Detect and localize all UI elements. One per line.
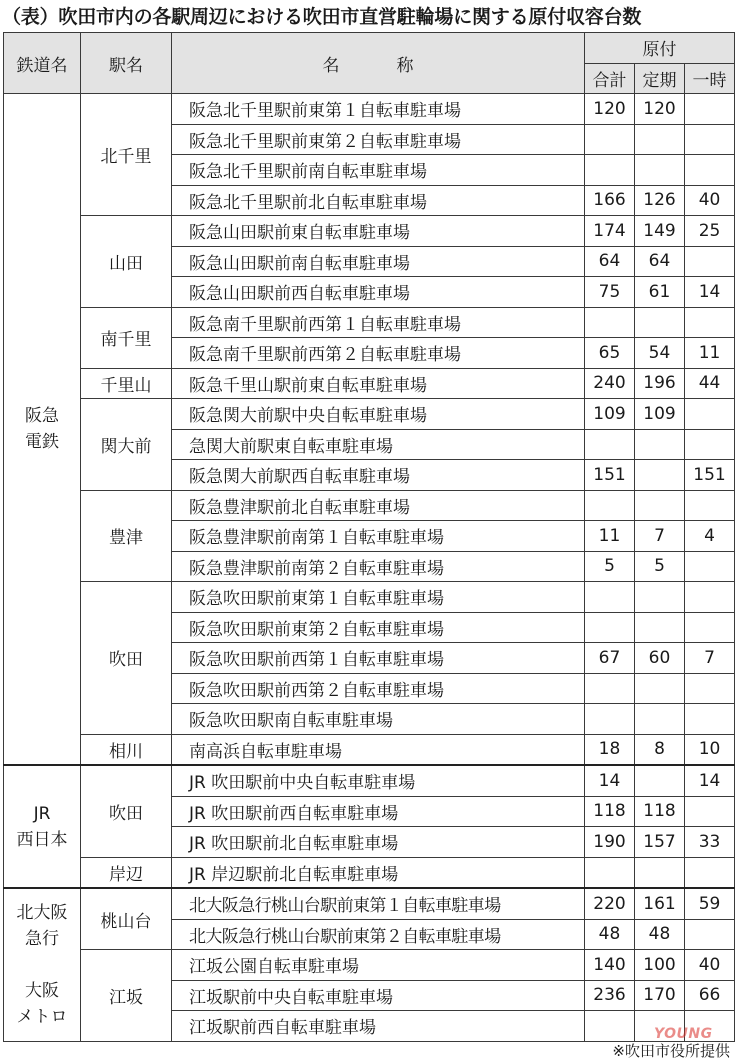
table-row bbox=[4, 582, 735, 613]
railway-cell: 阪急 電鉄 bbox=[4, 94, 81, 766]
regular-value: 126 bbox=[635, 185, 685, 216]
regular-value: 170 bbox=[635, 980, 685, 1011]
facility-name: 北大阪急行桃山台駅前東第２自転車駐車場 bbox=[172, 919, 585, 950]
total-value bbox=[585, 612, 635, 643]
temporary-value bbox=[685, 307, 735, 338]
facility-name: 阪急山田駅前南自転車駐車場 bbox=[172, 246, 585, 277]
regular-value: 120 bbox=[635, 94, 685, 125]
total-value: 18 bbox=[585, 734, 635, 765]
facility-name: JR 岸辺駅前北自転車駐車場 bbox=[172, 857, 585, 888]
facility-name: 阪急南千里駅前西第１自転車駐車場 bbox=[172, 307, 585, 338]
temporary-value bbox=[685, 704, 735, 735]
total-value: 140 bbox=[585, 950, 635, 981]
total-value bbox=[585, 124, 635, 155]
watermark: YOUNG bbox=[654, 1026, 713, 1042]
temporary-value bbox=[685, 582, 735, 613]
temporary-value bbox=[685, 551, 735, 582]
total-value: 48 bbox=[585, 919, 635, 950]
station-cell: 関大前 bbox=[81, 399, 172, 491]
temporary-value bbox=[685, 612, 735, 643]
temporary-value: 14 bbox=[685, 765, 735, 796]
station-cell: 北千里 bbox=[81, 94, 172, 216]
temporary-value: 4 bbox=[685, 521, 735, 552]
temporary-value bbox=[685, 246, 735, 277]
temporary-value bbox=[685, 429, 735, 460]
facility-name: 阪急北千里駅前東第１自転車駐車場 bbox=[172, 94, 585, 125]
facility-name: 阪急豊津駅前南第１自転車駐車場 bbox=[172, 521, 585, 552]
facility-name: 阪急吹田駅前西第１自転車駐車場 bbox=[172, 643, 585, 674]
regular-value bbox=[635, 704, 685, 735]
station-cell: 桃山台 bbox=[81, 888, 172, 950]
table-row bbox=[4, 734, 735, 765]
facility-name: JR 吹田駅前西自転車駐車場 bbox=[172, 796, 585, 827]
station-cell: 南千里 bbox=[81, 307, 172, 368]
total-value: 75 bbox=[585, 277, 635, 308]
temporary-value: 40 bbox=[685, 950, 735, 981]
total-value: 11 bbox=[585, 521, 635, 552]
station-cell: 山田 bbox=[81, 216, 172, 308]
total-value bbox=[585, 673, 635, 704]
table-row bbox=[4, 216, 735, 247]
station-cell: 相川 bbox=[81, 734, 172, 765]
regular-value: 196 bbox=[635, 368, 685, 399]
regular-value bbox=[635, 307, 685, 338]
facility-name: 阪急北千里駅前北自転車駐車場 bbox=[172, 185, 585, 216]
regular-value bbox=[635, 857, 685, 888]
total-value: 67 bbox=[585, 643, 635, 674]
total-value: 120 bbox=[585, 94, 635, 125]
regular-value: 5 bbox=[635, 551, 685, 582]
total-value: 5 bbox=[585, 551, 635, 582]
temporary-value: 59 bbox=[685, 888, 735, 919]
total-value bbox=[585, 155, 635, 186]
facility-name: 阪急千里山駅前東自転車駐車場 bbox=[172, 368, 585, 399]
facility-name: JR 吹田駅前中央自転車駐車場 bbox=[172, 765, 585, 796]
temporary-value bbox=[685, 155, 735, 186]
regular-value: 149 bbox=[635, 216, 685, 247]
regular-value: 118 bbox=[635, 796, 685, 827]
temporary-value bbox=[685, 124, 735, 155]
total-value: 118 bbox=[585, 796, 635, 827]
facility-name: 阪急北千里駅前東第２自転車駐車場 bbox=[172, 124, 585, 155]
total-value: 151 bbox=[585, 460, 635, 491]
regular-value: 60 bbox=[635, 643, 685, 674]
total-value: 14 bbox=[585, 765, 635, 796]
regular-value bbox=[635, 765, 685, 796]
total-value: 190 bbox=[585, 827, 635, 858]
regular-value: 109 bbox=[635, 399, 685, 430]
moped-capacity-table bbox=[3, 32, 735, 1042]
header-railway: 鉄道名 bbox=[4, 33, 81, 94]
facility-name: 急関大前駅東自転車駐車場 bbox=[172, 429, 585, 460]
facility-name: 阪急北千里駅前南自転車駐車場 bbox=[172, 155, 585, 186]
facility-name: 阪急山田駅前西自転車駐車場 bbox=[172, 277, 585, 308]
temporary-value bbox=[685, 673, 735, 704]
facility-name: 阪急山田駅前東自転車駐車場 bbox=[172, 216, 585, 247]
temporary-value bbox=[685, 490, 735, 521]
regular-value: 161 bbox=[635, 888, 685, 919]
facility-name: 阪急吹田駅南自転車駐車場 bbox=[172, 704, 585, 735]
temporary-value: 66 bbox=[685, 980, 735, 1011]
table-title: （表）吹田市内の各駅周辺における吹田市直営駐輪場に関する原付収容台数 bbox=[2, 6, 642, 28]
temporary-value: 151 bbox=[685, 460, 735, 491]
table-row bbox=[4, 307, 735, 338]
regular-value bbox=[635, 429, 685, 460]
regular-value bbox=[635, 673, 685, 704]
facility-name: 北大阪急行桃山台駅前東第１自転車駐車場 bbox=[172, 888, 585, 919]
table-row bbox=[4, 888, 735, 919]
total-value: 240 bbox=[585, 368, 635, 399]
table-row bbox=[4, 399, 735, 430]
facility-name: JR 吹田駅前北自転車駐車場 bbox=[172, 827, 585, 858]
facility-name: 阪急吹田駅前東第２自転車駐車場 bbox=[172, 612, 585, 643]
railway-cell: JR 西日本 bbox=[4, 765, 81, 888]
source-credit: ※吹田市役所提供 bbox=[612, 1042, 730, 1060]
facility-name: 阪急関大前駅西自転車駐車場 bbox=[172, 460, 585, 491]
temporary-value bbox=[685, 399, 735, 430]
facility-name: 阪急吹田駅前西第２自転車駐車場 bbox=[172, 673, 585, 704]
regular-value bbox=[635, 490, 685, 521]
temporary-value bbox=[685, 94, 735, 125]
facility-name: 江坂公園自転車駐車場 bbox=[172, 950, 585, 981]
header-moped: 原付 bbox=[585, 33, 735, 64]
station-cell: 岸辺 bbox=[81, 857, 172, 888]
temporary-value: 40 bbox=[685, 185, 735, 216]
total-value bbox=[585, 429, 635, 460]
facility-name: 南高浜自転車駐車場 bbox=[172, 734, 585, 765]
temporary-value: 10 bbox=[685, 734, 735, 765]
temporary-value: 11 bbox=[685, 338, 735, 369]
temporary-value: 7 bbox=[685, 643, 735, 674]
total-value: 109 bbox=[585, 399, 635, 430]
facility-name: 阪急豊津駅前南第２自転車駐車場 bbox=[172, 551, 585, 582]
regular-value: 64 bbox=[635, 246, 685, 277]
station-cell: 吹田 bbox=[81, 582, 172, 735]
temporary-value bbox=[685, 919, 735, 950]
railway-cell: 北大阪 急行 大阪 メトロ bbox=[4, 888, 81, 1041]
station-cell: 豊津 bbox=[81, 490, 172, 582]
total-value: 220 bbox=[585, 888, 635, 919]
temporary-value: 44 bbox=[685, 368, 735, 399]
header-total: 合計 bbox=[585, 63, 635, 94]
regular-value: 7 bbox=[635, 521, 685, 552]
total-value bbox=[585, 704, 635, 735]
table-row bbox=[4, 490, 735, 521]
header-station: 駅名 bbox=[81, 33, 172, 94]
facility-name: 阪急関大前駅中央自転車駐車場 bbox=[172, 399, 585, 430]
header-temporary: 一時 bbox=[685, 63, 735, 94]
facility-name: 阪急豊津駅前北自転車駐車場 bbox=[172, 490, 585, 521]
table-row bbox=[4, 857, 735, 888]
total-value: 174 bbox=[585, 216, 635, 247]
regular-value bbox=[635, 460, 685, 491]
total-value: 236 bbox=[585, 980, 635, 1011]
facility-name: 江坂駅前西自転車駐車場 bbox=[172, 1011, 585, 1042]
facility-name: 阪急南千里駅前西第２自転車駐車場 bbox=[172, 338, 585, 369]
regular-value bbox=[635, 582, 685, 613]
facility-name: 阪急吹田駅前東第１自転車駐車場 bbox=[172, 582, 585, 613]
total-value: 65 bbox=[585, 338, 635, 369]
regular-value: 8 bbox=[635, 734, 685, 765]
total-value bbox=[585, 307, 635, 338]
station-cell: 江坂 bbox=[81, 950, 172, 1042]
total-value: 166 bbox=[585, 185, 635, 216]
regular-value bbox=[635, 124, 685, 155]
total-value bbox=[585, 857, 635, 888]
table-row bbox=[4, 765, 735, 796]
station-cell: 千里山 bbox=[81, 368, 172, 399]
regular-value bbox=[635, 155, 685, 186]
facility-name: 江坂駅前中央自転車駐車場 bbox=[172, 980, 585, 1011]
total-value bbox=[585, 582, 635, 613]
regular-value: 48 bbox=[635, 919, 685, 950]
table-row bbox=[4, 950, 735, 981]
temporary-value bbox=[685, 796, 735, 827]
temporary-value: 33 bbox=[685, 827, 735, 858]
temporary-value: 25 bbox=[685, 216, 735, 247]
station-cell: 吹田 bbox=[81, 765, 172, 857]
total-value bbox=[585, 1011, 635, 1042]
header-name: 名 称 bbox=[172, 33, 585, 94]
regular-value: 61 bbox=[635, 277, 685, 308]
total-value: 64 bbox=[585, 246, 635, 277]
regular-value: 157 bbox=[635, 827, 685, 858]
regular-value bbox=[635, 612, 685, 643]
temporary-value: 14 bbox=[685, 277, 735, 308]
temporary-value bbox=[685, 857, 735, 888]
regular-value: 54 bbox=[635, 338, 685, 369]
table-row bbox=[4, 94, 735, 125]
regular-value: 100 bbox=[635, 950, 685, 981]
table-row bbox=[4, 368, 735, 399]
total-value bbox=[585, 490, 635, 521]
header-regular: 定期 bbox=[635, 63, 685, 94]
